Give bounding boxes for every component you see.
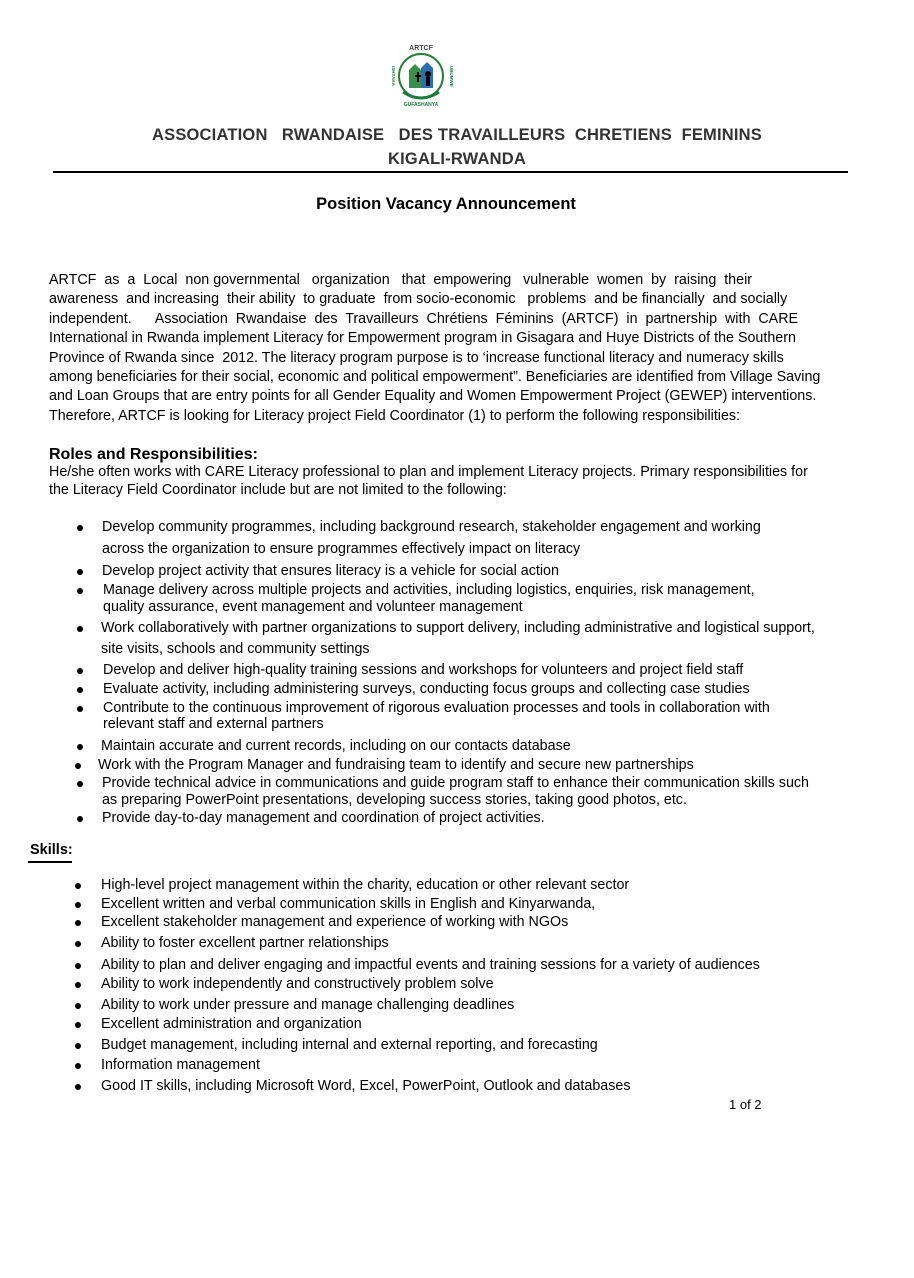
roles-intro-line: the Literacy Field Coordinator include but are not limited to the following: [49, 481, 507, 498]
roles-heading: Roles and Responsibilities: [49, 446, 258, 463]
role-item: Evaluate activity, including administering surveys, conducting focus groups and collecting case studies [103, 681, 750, 697]
intro-line: among beneficiaries for their social, economic and political empowerment”. Beneficiaries are identified from Village Saving [49, 369, 821, 386]
intro-line: International in Rwanda implement Literacy for Empowerment program in Gisagara and Huye Districts of the Southern [49, 330, 796, 347]
skill-item: Budget management, including internal and external reporting, and forecasting [101, 1037, 598, 1053]
role-item: quality assurance, event management and volunteer management [103, 599, 523, 615]
skills-heading: Skills: [30, 842, 73, 858]
skill-item: Ability to foster excellent partner relationships [101, 935, 389, 951]
skill-item: Information management [101, 1057, 260, 1073]
bullet-dot [77, 626, 83, 632]
bullet-dot [75, 902, 81, 908]
intro-line: and Loan Groups that are entry points for all Gender Equality and Women Empowerment Project (GEWEP) interventions. [49, 388, 817, 405]
skill-item: Excellent administration and organization [101, 1016, 362, 1032]
bullet-dot [75, 1063, 81, 1069]
logo-right-text: UBUMWE [449, 66, 454, 87]
bullet-dot [77, 668, 83, 674]
bullet-dot [75, 1003, 81, 1009]
bullet-dot [77, 781, 83, 787]
bullet-dot [75, 883, 81, 889]
logo-bottom-text: GUFASHANYA [403, 102, 439, 108]
role-item: Manage delivery across multiple projects and activities, including logistics, enquiries, risk management, [103, 582, 755, 598]
intro-line: ARTCF as a Local non governmental organization that empowering vulnerable women by raising their [49, 272, 753, 288]
logo-arc-text: ARTCF [409, 45, 433, 52]
bullet-dot [77, 687, 83, 693]
bullet-dot [77, 569, 83, 575]
logo-left-text: ISHYAKA [391, 66, 396, 86]
role-item: Develop and deliver high-quality training sessions and workshops for volunteers and project field staff [103, 662, 744, 678]
bullet-dot [77, 744, 83, 750]
org-name: ASSOCIATION RWANDAISE DES TRAVAILLEURS CHRETIENS FEMININS [152, 126, 762, 144]
role-item: Work with the Program Manager and fundraising team to identify and secure new partnerships [98, 757, 694, 773]
bullet-dot [75, 920, 81, 926]
roles-intro [49, 464, 849, 499]
bullet-dot [75, 963, 81, 969]
intro-line: awareness and increasing their ability to graduate from socio-economic problems and be financially and socially [49, 291, 788, 308]
intro-line: Province of Rwanda since 2012. The literacy program purpose is to ‘increase functional literacy and numeracy skills [49, 349, 784, 366]
role-item: across the organization to ensure programmes effectively impact on literacy [102, 541, 581, 557]
skills-underline [28, 861, 72, 863]
org-location: KIGALI-RWANDA [388, 150, 526, 168]
roles-intro-line: He/she often works with CARE Literacy professional to plan and implement Literacy projects. Primary responsibilities for [49, 464, 808, 480]
bullet-dot [75, 1084, 81, 1090]
bullet-dot [75, 763, 81, 769]
skill-item: Excellent stakeholder management and experience of working with NGOs [101, 914, 569, 930]
skill-item: Excellent written and verbal communication skills in English and Kinyarwanda, [101, 896, 596, 912]
skill-item: Ability to plan and deliver engaging and impactful events and training sessions for a variety of audiences [101, 957, 760, 973]
role-item: as preparing PowerPoint presentations, developing success stories, taking good photos, etc. [102, 792, 687, 808]
skill-item: Ability to work under pressure and manage challenging deadlines [101, 997, 515, 1013]
role-item: Provide technical advice in communications and guide program staff to enhance their communication skills such [102, 775, 810, 791]
role-item: site visits, schools and community settings [101, 641, 370, 657]
bullet-dot [77, 588, 83, 594]
bullet-dot [77, 706, 83, 712]
page-number: 1 of 2 [729, 1097, 762, 1112]
artcf-logo [381, 42, 461, 108]
skill-item: High-level project management within the charity, education or other relevant sector [101, 877, 630, 893]
header-divider [53, 171, 848, 173]
role-item: Develop community programmes, including background research, stakeholder engagement and working [102, 519, 761, 535]
bullet-dot [75, 1043, 81, 1049]
role-item: relevant staff and external partners [103, 716, 324, 732]
bullet-dot [75, 982, 81, 988]
intro-paragraph [49, 271, 849, 426]
skill-item: Good IT skills, including Microsoft Word, Excel, PowerPoint, Outlook and databases [101, 1078, 631, 1094]
page-title: Position Vacancy Announcement [316, 195, 576, 213]
bullet-dot [77, 525, 83, 531]
intro-line: independent. Association Rwandaise des Travailleurs Chrétiens Féminins (ARTCF) in partnership with CARE [49, 310, 799, 327]
skill-item: Ability to work independently and constructively problem solve [101, 976, 494, 992]
bullet-dot [75, 941, 81, 947]
role-item: Provide day-to-day management and coordination of project activities. [102, 810, 545, 826]
role-item: Contribute to the continuous improvement of rigorous evaluation processes and tools in collaboration with [103, 700, 770, 716]
bullet-dot [77, 816, 83, 822]
bullet-dot [75, 1022, 81, 1028]
intro-line: Therefore, ARTCF is looking for Literacy project Field Coordinator (1) to perform the following responsibilities: [49, 407, 741, 424]
role-item: Work collaboratively with partner organizations to support delivery, including administrative and logistical support, [101, 620, 815, 636]
role-item: Develop project activity that ensures literacy is a vehicle for social action [102, 563, 559, 579]
role-item: Maintain accurate and current records, including on our contacts database [101, 738, 571, 754]
